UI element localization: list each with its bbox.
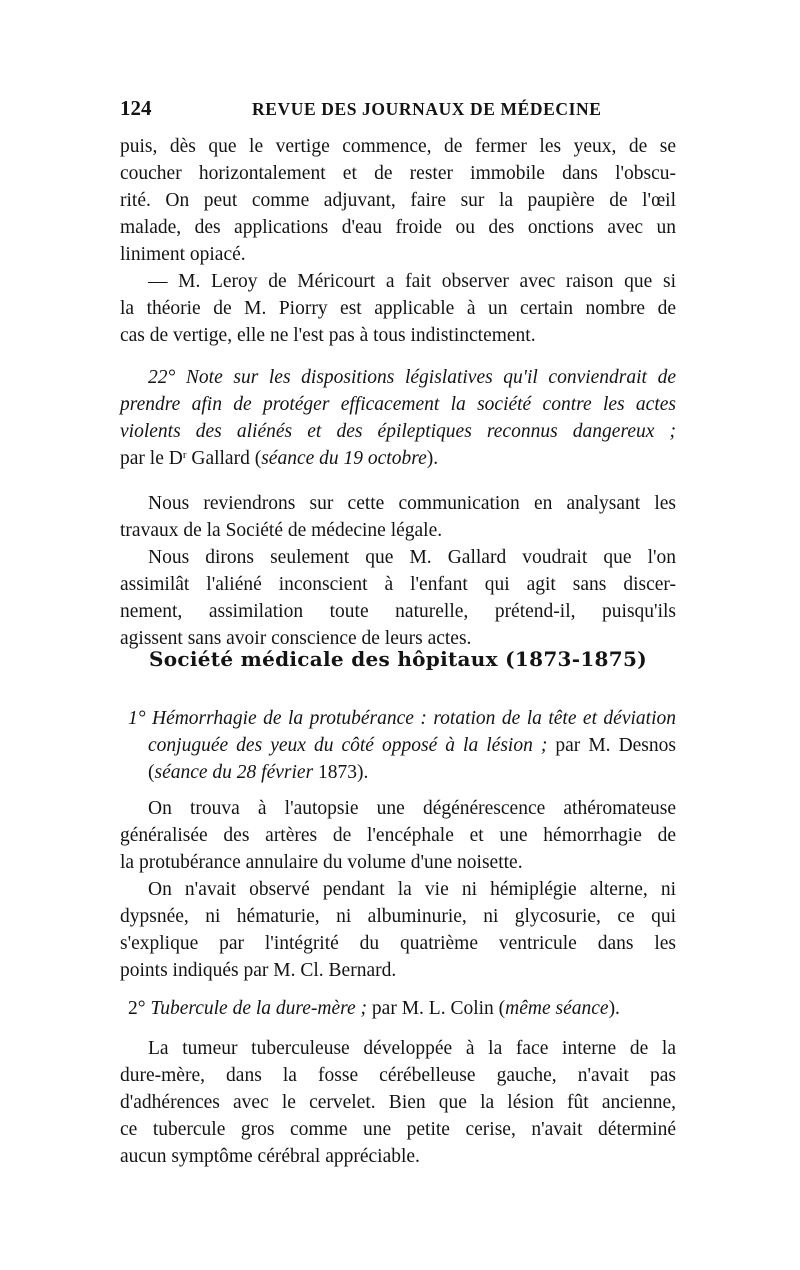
item1-line — [148, 759, 676, 787]
para7-line: aucun symptôme cérébral appréciable. — [120, 1146, 420, 1167]
para6-line: points indiqués par M. Cl. Bernard. — [120, 960, 397, 981]
para1-line: rité. On peut comme adjuvant, faire sur la paupière de l'œil — [120, 190, 676, 211]
item1-line — [148, 732, 676, 760]
item2-text: par M. L. Colin ( — [367, 998, 506, 1019]
note22-sup: r — [182, 449, 187, 461]
para1-line: puis, dès que le vertige commence, de fermer les yeux, de se — [120, 136, 676, 157]
para3-line: Nous reviendrons sur cette communication en analysant les — [148, 493, 676, 514]
para3-line: travaux de la Société de médecine légale. — [120, 520, 443, 541]
item2-line — [128, 995, 676, 1023]
para2-line: cas de vertige, elle ne l'est pas à tous indistinctement. — [120, 325, 536, 346]
para6-line: s'explique par l'intégrité du quatrième ventricule dans les — [120, 933, 676, 954]
para5-line: la protubérance annulaire du volume d'une noisette. — [120, 852, 523, 873]
item1-italic: séance du 28 février — [154, 762, 314, 783]
para7-line: ce tubercule gros comme une petite cerise, n'avait déterminé — [120, 1119, 676, 1140]
note22-line: violents des aliénés et des épileptiques reconnus dangereux ; — [120, 421, 676, 442]
item2-italic: Tubercule de la dure-mère ; — [150, 998, 368, 1019]
note22-line: 22° Note sur les dispositions législatives qu'il conviendrait de — [148, 367, 676, 388]
note22-italic: séance du 19 octobre — [261, 448, 427, 469]
para1-line: malade, des applications d'eau froide ou des onctions avec un — [120, 217, 676, 238]
para4-line: agissent sans avoir conscience de leurs actes. — [120, 628, 472, 649]
item2-italic: même séance — [505, 998, 609, 1019]
para5-line: On trouva à l'autopsie une dégénérescence athéromateuse — [148, 798, 676, 819]
para1-line: liniment opiacé. — [120, 244, 246, 265]
para4-line: Nous dirons seulement que M. Gallard voudrait que l'on — [148, 547, 676, 568]
note22-text: par le D — [120, 448, 183, 469]
note22-text: ). — [426, 448, 439, 469]
para7-line: La tumeur tuberculeuse développée à la face interne de la — [148, 1038, 676, 1059]
note22-line — [120, 445, 676, 473]
page-number: 124 — [120, 96, 152, 120]
para2-line: la théorie de M. Piorry est applicable à un certain nombre de — [120, 298, 676, 319]
note22-line: prendre afin de protéger efficacement la société contre les actes — [120, 394, 676, 415]
item1-text: 1873). — [313, 762, 369, 783]
item1-text: ( — [148, 762, 155, 783]
para4-line: nement, assimilation toute naturelle, prétend-il, puisqu'ils — [120, 601, 676, 622]
item2-text: 2° — [128, 998, 151, 1019]
item1-line: 1° Hémorrhagie de la protubérance : rotation de la tête et déviation — [128, 708, 676, 729]
para5-line: généralisée des artères de l'encéphale et une hémorrhagie de — [120, 825, 676, 846]
para7-line: dure-mère, dans la fosse cérébelleuse gauche, n'avait pas — [120, 1065, 676, 1086]
running-title: REVUE DES JOURNAUX DE MÉDECINE — [252, 99, 602, 119]
para6-line: On n'avait observé pendant la vie ni hémiplégie alterne, ni — [148, 879, 676, 900]
para7-line: d'adhérences avec le cervelet. Bien que la lésion fût ancienne, — [120, 1092, 676, 1113]
para2-line: — M. Leroy de Méricourt a fait observer avec raison que si — [148, 271, 676, 292]
para6-line: dypsnée, ni hématurie, ni albuminurie, ni glycosurie, ce qui — [120, 906, 676, 927]
item2-text: ). — [608, 998, 620, 1019]
note22-text: Gallard ( — [186, 448, 262, 469]
para1-line: coucher horizontalement et de rester immobile dans l'obscu- — [120, 163, 676, 184]
para4-line: assimilât l'aliéné inconscient à l'enfant qui agit sans discer- — [120, 574, 676, 595]
item1-text: par M. Desnos — [547, 735, 676, 756]
section-title: Société médicale des hôpitaux (1873-1875) — [149, 647, 647, 671]
item1-italic: conjuguée des yeux du côté opposé à la lésion ; — [148, 735, 548, 756]
page-header — [120, 96, 676, 124]
